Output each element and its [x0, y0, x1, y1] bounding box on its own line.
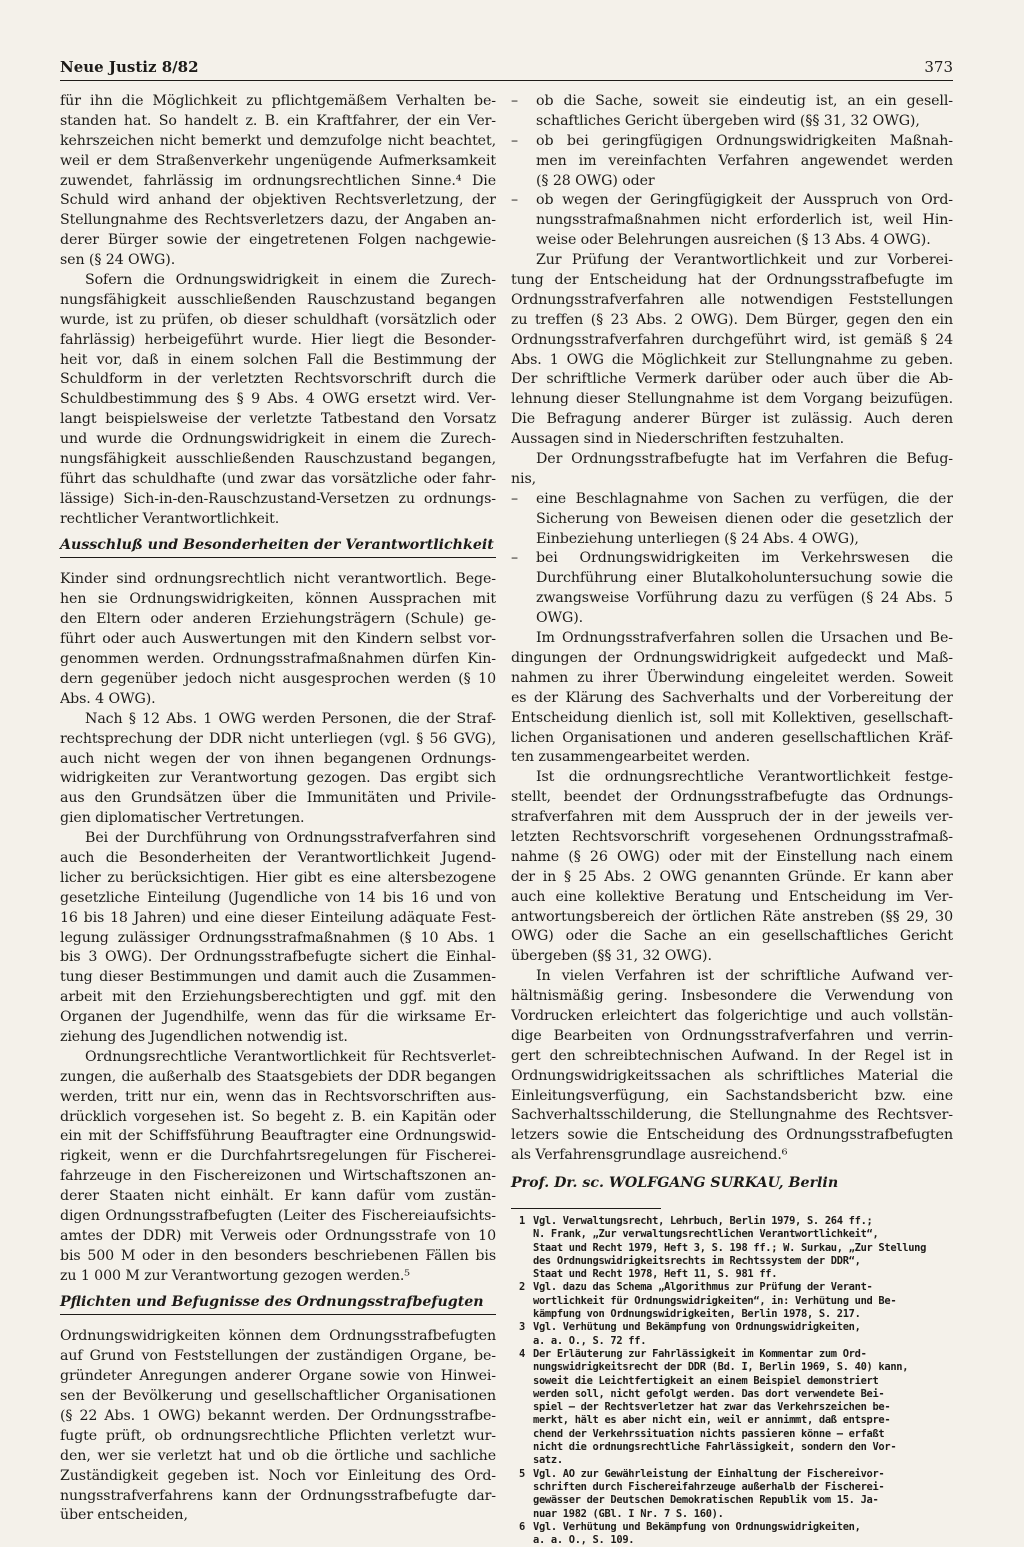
paragraph — [511, 768, 953, 967]
text-line: drücklich vorgesehen ist. So begeht z. B. ein Kapitän oder — [60, 1108, 496, 1125]
dash-list — [511, 92, 953, 251]
list-item — [511, 92, 953, 132]
text-line: Zur Prüfung der Verantwortlichkeit und zur Vorberei- — [536, 252, 953, 269]
text-line: den Eltern oder anderen Erziehungsträgern (Schule) ge- — [60, 611, 496, 628]
paragraph — [511, 251, 953, 450]
paragraph — [60, 710, 496, 829]
text-line: Im Ordnungsstrafverfahren sollen die Ursachen und Be- — [536, 630, 953, 647]
item-text: ob die Sache, soweit sie eindeutig ist, an ein gesell- — [536, 93, 953, 109]
text-line: zungen, die außerhalb des Staatsgebiets der DDR begangen — [60, 1068, 496, 1085]
text-line: tung dieser Bestimmungen und damit auch die Zusammen- — [60, 969, 496, 986]
footnote-line: satz. — [533, 1454, 563, 1467]
footnote-line: nuar 1982 (GBl. I Nr. 7 S. 160). — [533, 1507, 724, 1520]
author-signature: Prof. Dr. sc. WOLFGANG SURKAU, Berlin — [511, 1175, 839, 1192]
text-line: Nach § 12 Abs. 1 OWG werden Personen, die der Straf- — [85, 710, 496, 727]
footnote-line: N. Frank, „Zur verwaltungsrechtlichen Verantwortlichkeit“, — [533, 1228, 879, 1241]
text-line: standen hat. So handelt z. B. ein Kraftfahrer, der ein Ver- — [60, 112, 496, 129]
text-line: legung zulässiger Ordnungsstrafmaßnahmen (§ 10 Abs. 1 — [60, 929, 496, 946]
text-line: nungsfähigkeit ausschließenden Rauschzustand begangen — [60, 291, 496, 308]
text-line: nungsfähigkeit ausschließenden Rauschzustand begangen, — [60, 451, 496, 468]
footnote-line: spiel – der Rechtsverletzer hat zwar das Verkehrszeichen be- — [533, 1401, 891, 1414]
footnote-line: soweit die Leichtfertigkeit an einem Beispiel demonstriert — [533, 1374, 879, 1387]
text-line — [511, 132, 953, 152]
footnote-number: 4 — [519, 1347, 525, 1360]
footnote-line: des Ordnungswidrigkeitsrechts im Rechtssystem der DDR“, — [533, 1254, 861, 1267]
text-line: OWG). — [536, 610, 584, 627]
text-line: Ordnungswidrigkeitssachen als schriftliches Material die — [511, 1067, 953, 1084]
text-line: rechtsprechung der DDR nicht unterliegen (vgl. § 56 GVG), — [60, 730, 496, 747]
text-line: bis 3 OWG). Der Ordnungsstrafbefugte sichert die Einhal- — [60, 949, 496, 966]
text-line: nis, — [511, 470, 537, 487]
section-heading: Ausschluß und Besonderheiten der Verantwortlichkeit — [60, 536, 496, 559]
text-line: nungsstrafmaßnahmen nicht erforderlich ist, weil Hin- — [536, 212, 953, 229]
text-line: Schuldform in der verletzten Rechtsvorschrift durch die — [60, 371, 496, 388]
text-line: führt das schuldhafte (und zwar das vorsätzliche oder fahr- — [60, 470, 496, 487]
text-line: lehnung dieser Stellungnahme ist dem Vorgang beizufügen. — [511, 391, 953, 408]
text-line: Schuld wird anhand der objektiven Rechtsverletzung, der — [60, 192, 496, 209]
text-line: für ihn die Möglichkeit zu pflichtgemäßem Verhalten be- — [60, 93, 496, 109]
text-line: Zuständigkeit gegeben ist. Noch vor Einleitung des Ord- — [60, 1467, 496, 1484]
text-line: Sofern die Ordnungswidrigkeit in einem die Zurech- — [85, 272, 496, 289]
spacer — [60, 558, 496, 570]
text-line: zu treffen (§ 23 Abs. 2 OWG). Dem Bürger, gegen den ein — [511, 311, 953, 328]
footnote-line: kämpfung von Ordnungswidrigkeiten, Berlin 1978, S. 217. — [533, 1308, 861, 1321]
footnote-line — [511, 1348, 953, 1361]
text-line: den, wer sie verletzt hat und ob die örtliche und sachliche — [60, 1447, 496, 1464]
text-line: Sicherung von Beweisen dienen oder die gesetzlich der — [536, 510, 953, 527]
text-line: licher zu berücksichtigen. Hier gibt es eine altersbezogene — [60, 869, 496, 886]
text-line: tung der Entscheidung hat der Ordnungsstrafbefugte im — [511, 272, 953, 289]
left-column — [60, 92, 496, 1526]
text-line: strafverfahren mit dem Ausspruch der in der jeweils ver- — [511, 809, 953, 826]
text-line: arbeit mit den Erziehungsberechtigten und ggf. mit den — [60, 989, 496, 1006]
list-item — [511, 490, 953, 550]
footnote-number: 2 — [519, 1281, 525, 1294]
text-line: Organen der Jugendhilfe, wenn das für die wirksame Er- — [60, 1009, 496, 1026]
paragraph — [60, 92, 496, 271]
footnote-text: Der Erläuterung zur Fahrlässigkeit im Kommentar zum Ord- — [533, 1347, 867, 1360]
text-line: Ordnungsstrafverfahren alle notwendigen Feststellungen — [511, 291, 953, 308]
footnote-text: Vgl. Verwaltungsrecht, Lehrbuch, Berlin 1979, S. 264 ff.; — [533, 1215, 873, 1227]
footnote-text: Vgl. Verhütung und Bekämpfung von Ordnungswidrigkeiten, — [533, 1520, 861, 1533]
footnote-text: Vgl. dazu das Schema „Algorithmus zur Prüfung der Verant- — [533, 1281, 873, 1294]
text-line: Abs. 1 OWG die Möglichkeit zur Stellungnahme zu geben. — [511, 351, 953, 368]
text-line: Ordnungsrechtliche Verantwortlichkeit für Rechtsverlet- — [85, 1048, 496, 1065]
text-line: ziehung des Jugendlichen notwendig ist. — [60, 1028, 348, 1045]
footnote-line — [511, 1281, 953, 1294]
text-line: OWG) oder die Sache an ein gesellschaftliches Gericht — [511, 928, 953, 945]
text-line: Bei der Durchführung von Ordnungsstrafverfahren sind — [85, 830, 496, 847]
text-line: schaftliches Gericht übergeben wird (§§ 31, 32 OWG), — [536, 112, 920, 129]
text-line: Entscheidung dienlich ist, soll mit Kollektiven, gesellschaft- — [511, 709, 953, 726]
text-line: und wurde die Ordnungswidrigkeit in einem die Zurech- — [60, 431, 496, 448]
paragraph — [60, 1048, 496, 1287]
text-line: digen Ordnungsstrafbefugten (Leiter des Fischereiaufsichts- — [60, 1207, 496, 1224]
text-line: gien diplomatischer Vertretungen. — [60, 810, 305, 827]
dash-bullet: – — [511, 132, 518, 149]
footnote-line: chend der Verkehrssituation nichts passieren könne – erfaßt — [533, 1427, 885, 1440]
text-line — [511, 490, 953, 510]
text-line: weise oder Belehrungen ausreichen (§ 13 Abs. 4 OWG). — [536, 232, 931, 249]
text-line: zwangsweise Vorführung dazu zu verfügen (§ 24 Abs. 5 — [536, 590, 953, 607]
text-line: lichen Organisationen und anderen gesellschaftlichen Kräf- — [511, 729, 953, 746]
header-rule — [60, 80, 953, 81]
text-line: 16 bis 18 Jahren) und eine dieser Einteilung adäquate Fest- — [60, 909, 496, 926]
footnote-number: 1 — [519, 1215, 525, 1227]
text-line: der in § 25 Abs. 2 OWG genannten Gründe. Er kann aber — [511, 868, 953, 885]
footnote-line: schriften durch Fischereifahrzeuge außerhalb der Fischerei- — [533, 1480, 885, 1493]
text-line: Kinder sind ordnungsrechtlich nicht verantwortlich. Bege- — [60, 571, 496, 588]
text-line: dige Bearbeiten von Ordnungsstrafverfahren und verrin- — [511, 1027, 953, 1044]
text-line: Ordnungsstrafverfahren durchgeführt wird, ist gemäß § 24 — [511, 331, 953, 348]
text-line: Einbeziehung unterliegen (§ 24 Abs. 4 OWG), — [536, 530, 859, 547]
dash-list — [511, 490, 953, 629]
item-text: eine Beschlagnahme von Sachen zu verfügen, die der — [536, 490, 953, 507]
footnote-text: Vgl. AO zur Gewährleistung der Einhaltung der Fischereivor- — [533, 1467, 885, 1480]
dash-bullet: – — [511, 192, 518, 209]
text-line: es der Klärung des Sachverhalts und der Vorbereitung der — [511, 689, 953, 706]
text-line: ten zusammengearbeitet werden. — [511, 749, 751, 766]
text-line: fahrlässig) herbeigeführt wurde. Hier liegt die Besonder- — [60, 331, 496, 348]
footnote-number: 5 — [519, 1467, 525, 1480]
text-line: werden, tritt nur ein, wenn das in Rechtsvorschriften aus- — [60, 1088, 496, 1105]
text-line: nungsstrafverfahrens kann der Ordnungsstrafbefugte dar- — [60, 1487, 496, 1504]
text-line: stellt, beendet der Ordnungsstrafbefugte das Ordnungs- — [511, 789, 953, 806]
text-line: fahrzeuge in den Fischereizonen und Wirtschaftszonen an- — [60, 1168, 496, 1185]
text-line: Stellungnahme des Rechtsverletzers dazu, der Angaben an- — [60, 212, 496, 229]
text-line: auch eine kollektive Beratung und Entscheidung im Ver- — [511, 888, 953, 905]
text-line: auf Grund von Feststellungen der zuständigen Organe, be- — [60, 1348, 496, 1365]
text-line: langt beispielsweise der verletzte Tatbestand den Vorsatz — [60, 411, 496, 428]
text-line: men im vereinfachten Verfahren angewendet werden — [536, 152, 953, 169]
text-line: nahme (§ 26 OWG) oder mit der Einstellung nach einem — [511, 848, 953, 865]
text-line: kehrszeichen nicht bemerkt und demzufolge nicht beachtet, — [60, 132, 496, 149]
text-line: ein mit der Schiffsführung Beauftragter eine Ordnungswid- — [60, 1128, 496, 1145]
text-line: Abs. 4 OWG). — [60, 690, 156, 707]
list-item — [511, 549, 953, 629]
footnote-number: 3 — [519, 1321, 525, 1334]
text-line: übergeben (§§ 31, 32 OWG). — [511, 948, 712, 965]
section-heading: Pflichten und Befugnisse des Ordnungsstrafbefugten — [60, 1293, 496, 1316]
text-line — [511, 549, 953, 569]
text-line: gründeter Anregungen anderer Organe sowie von Hinwei- — [60, 1368, 496, 1385]
text-line: auch die Besonderheiten der Verantwortlichkeit Jugend- — [60, 849, 496, 866]
text-line: Ist die ordnungsrechtliche Verantwortlichkeit festge- — [536, 769, 953, 786]
footnote-number: 6 — [519, 1520, 525, 1533]
text-line: amtes der DDR) mit Verweis oder Ordnungsstrafe von 10 — [60, 1227, 496, 1244]
text-line: gert den schreibtechnischen Aufwand. In der Regel ist in — [511, 1047, 953, 1064]
paragraph — [60, 1327, 496, 1526]
item-text: ob bei geringfügigen Ordnungswidrigkeiten Maßnah- — [536, 132, 953, 149]
text-line: Schuldbestimmung des § 9 Abs. 4 OWG ersetzt wird. Ver- — [60, 391, 496, 408]
paragraph — [60, 271, 496, 530]
paragraph — [511, 629, 953, 768]
footnote-rule — [511, 1208, 661, 1209]
footnote-line: Staat und Recht 1979, Heft 3, S. 198 ff.; W. Surkau, „Zur Stellung — [533, 1241, 927, 1254]
page-number: 373 — [924, 58, 953, 76]
text-line: letzten Rechtsvorschrift vorgesehenen Ordnungsstrafmaß- — [511, 828, 953, 845]
footnote-line — [511, 1215, 953, 1228]
text-line: antwortungsbereich der örtlichen Räte anstreben (§§ 29, 30 — [511, 908, 953, 925]
list-item — [511, 191, 953, 251]
paragraph — [60, 829, 496, 1048]
text-line: Aussagen sind in Niederschriften festzuhalten. — [511, 431, 845, 448]
text-line: sen der Bevölkerung und gesellschaftlicher Organisationen — [60, 1388, 496, 1405]
dash-bullet: – — [511, 93, 518, 109]
footnote-line — [511, 1468, 953, 1481]
text-line: derer Bürger sowie der eingetretenen Folgen nachgewie- — [60, 232, 496, 249]
text-line: derer Staaten nicht einhält. Er kann dafür vom zustän- — [60, 1188, 496, 1205]
footnote-line: a. a. O., S. 72 ff. — [533, 1334, 647, 1347]
text-line: Vordrucken erleichtert das folgerichtige und auch vollstän- — [511, 1007, 953, 1024]
text-line: dern gegenüber jedoch nicht ausgesprochen werden (§ 10 — [60, 670, 496, 687]
footnote-line: merkt, hält es aber nicht ein, weil er annimmt, daß entspre- — [533, 1414, 891, 1427]
spacer — [60, 1315, 496, 1327]
dash-bullet: – — [511, 490, 518, 507]
text-line: über entscheiden, — [60, 1507, 188, 1524]
dash-bullet: – — [511, 550, 518, 567]
text-line: Der schriftliche Vermerk darüber oder auch über die Ab- — [511, 371, 953, 388]
footnote-line — [511, 1521, 953, 1534]
text-line: Durchführung einer Blutalkoholuntersuchung sowie die — [536, 570, 953, 587]
text-line: hältnismäßig gering. Insbesondere die Verwendung von — [511, 988, 953, 1005]
text-line: gesetzliche Einteilung (Jugendliche von 14 bis 16 und von — [60, 889, 496, 906]
item-text: ob wegen der Geringfügigkeit der Ausspruch von Ord- — [536, 192, 953, 209]
text-line: letzers sowie die Entscheidung des Ordnungsstrafbefugten — [511, 1127, 953, 1144]
text-line: als Verfahrensgrundlage ausreichend.⁶ — [511, 1147, 788, 1164]
text-line: heit vor, daß in einem solchen Fall die Bestimmung der — [60, 351, 496, 368]
text-line: genommen werden. Ordnungsstrafmaßnahmen dürfen Kin- — [60, 651, 496, 668]
text-line: Der Ordnungsstrafbefugte hat im Verfahren die Befug- — [536, 451, 953, 468]
text-line: Einleitungsverfügung, ein Sachstandsbericht bzw. eine — [511, 1087, 953, 1104]
journal-title: Neue Justiz 8/82 — [60, 58, 199, 76]
footnote-line: werden soll, nicht gefolgt werden. Das dort verwendete Bei- — [533, 1387, 885, 1400]
footnote-text: Vgl. Verhütung und Bekämpfung von Ordnungswidrigkeiten, — [533, 1321, 861, 1334]
text-line: führt oder auch Auswertungen mit den Kindern selbst vor- — [60, 631, 496, 648]
text-line: rigkeit, wenn er die Durchfahrtsregelungen für Fischerei- — [60, 1148, 496, 1165]
text-line: (§ 22 Abs. 1 OWG) bekannt werden. Der Ordnungsstrafbe- — [60, 1408, 496, 1424]
text-line: In vielen Verfahren ist der schriftliche Aufwand ver- — [536, 968, 953, 985]
footnote-line — [511, 1321, 953, 1334]
text-line: zuwendet, fahrlässig im ordnungsrechtlichen Sinne.⁴ Die — [60, 172, 496, 189]
footnote-line: Staat und Recht 1978, Heft 11, S. 981 ff. — [533, 1268, 778, 1281]
footnote-line: gewässer der Deutschen Demokratischen Republik vom 15. Ja- — [533, 1494, 879, 1507]
text-line: nahmen zu ihrer Überwindung eingeleitet werden. Soweit — [511, 669, 953, 686]
footnote-line: wortlichkeit für Ordnungswidrigkeiten“, in: Verhütung und Be- — [533, 1294, 897, 1307]
text-line: sen (§ 24 OWG). — [60, 252, 176, 269]
paragraph — [511, 967, 953, 1166]
text-line: hen sie Ordnungswidrigkeiten, können Aussprachen mit — [60, 591, 496, 608]
text-line: zu 1 000 M zur Verantwortung gezogen werden.⁵ — [60, 1267, 410, 1284]
text-line — [511, 92, 953, 112]
text-line: fugte prüft, ob ordnungsrechtliche Pflichten verletzt wur- — [60, 1427, 496, 1444]
text-line: rechtlicher Verantwortlichkeit. — [60, 510, 280, 527]
text-line: lässige) Sich-in-den-Rauschzustand-Versetzen zu ordnungs- — [60, 490, 496, 507]
text-line: wurde, ist zu prüfen, ob dieser schuldhaft (vorsätzlich oder — [60, 311, 496, 328]
text-line: widrigkeiten zur Verantwortung gezogen. Das ergibt sich — [60, 770, 496, 787]
text-line — [511, 191, 953, 211]
text-line: Die Befragung anderer Bürger ist zulässig. Auch deren — [511, 411, 953, 428]
text-line: weil er dem Straßenverkehr ungenügende Aufmerksamkeit — [60, 152, 496, 169]
text-line: auch nicht wegen der von ihnen begangenen Ordnungs- — [60, 750, 496, 767]
footnote-line: nungswidrigkeitsrecht der DDR (Bd. I, Berlin 1969, S. 40) kann, — [533, 1361, 909, 1374]
right-column — [511, 92, 953, 1547]
text-line: Ordnungswidrigkeiten können dem Ordnungsstrafbefugten — [60, 1328, 496, 1345]
footnote-line: a. a. O., S. 109. — [533, 1534, 635, 1547]
text-line: aus den Grundsätzen über die Immunitäten und Privile- — [60, 790, 496, 807]
paragraph — [511, 450, 953, 490]
paragraph — [60, 570, 496, 709]
text-line: dingungen der Ordnungswidrigkeit aufgedeckt und Maß- — [511, 649, 953, 666]
text-line: Sachverhaltsschilderung, die Stellungnahme des Rechtsver- — [511, 1107, 953, 1124]
text-line: bis 500 M oder in den besonders beschriebenen Fällen bis — [60, 1247, 496, 1264]
text-line: (§ 28 OWG) oder — [536, 172, 655, 189]
item-text: bei Ordnungswidrigkeiten im Verkehrswesen die — [536, 550, 953, 567]
list-item — [511, 132, 953, 192]
footnote-line: nicht die ordnungsrechtliche Fahrlässigkeit, sondern den Vor- — [533, 1441, 897, 1454]
